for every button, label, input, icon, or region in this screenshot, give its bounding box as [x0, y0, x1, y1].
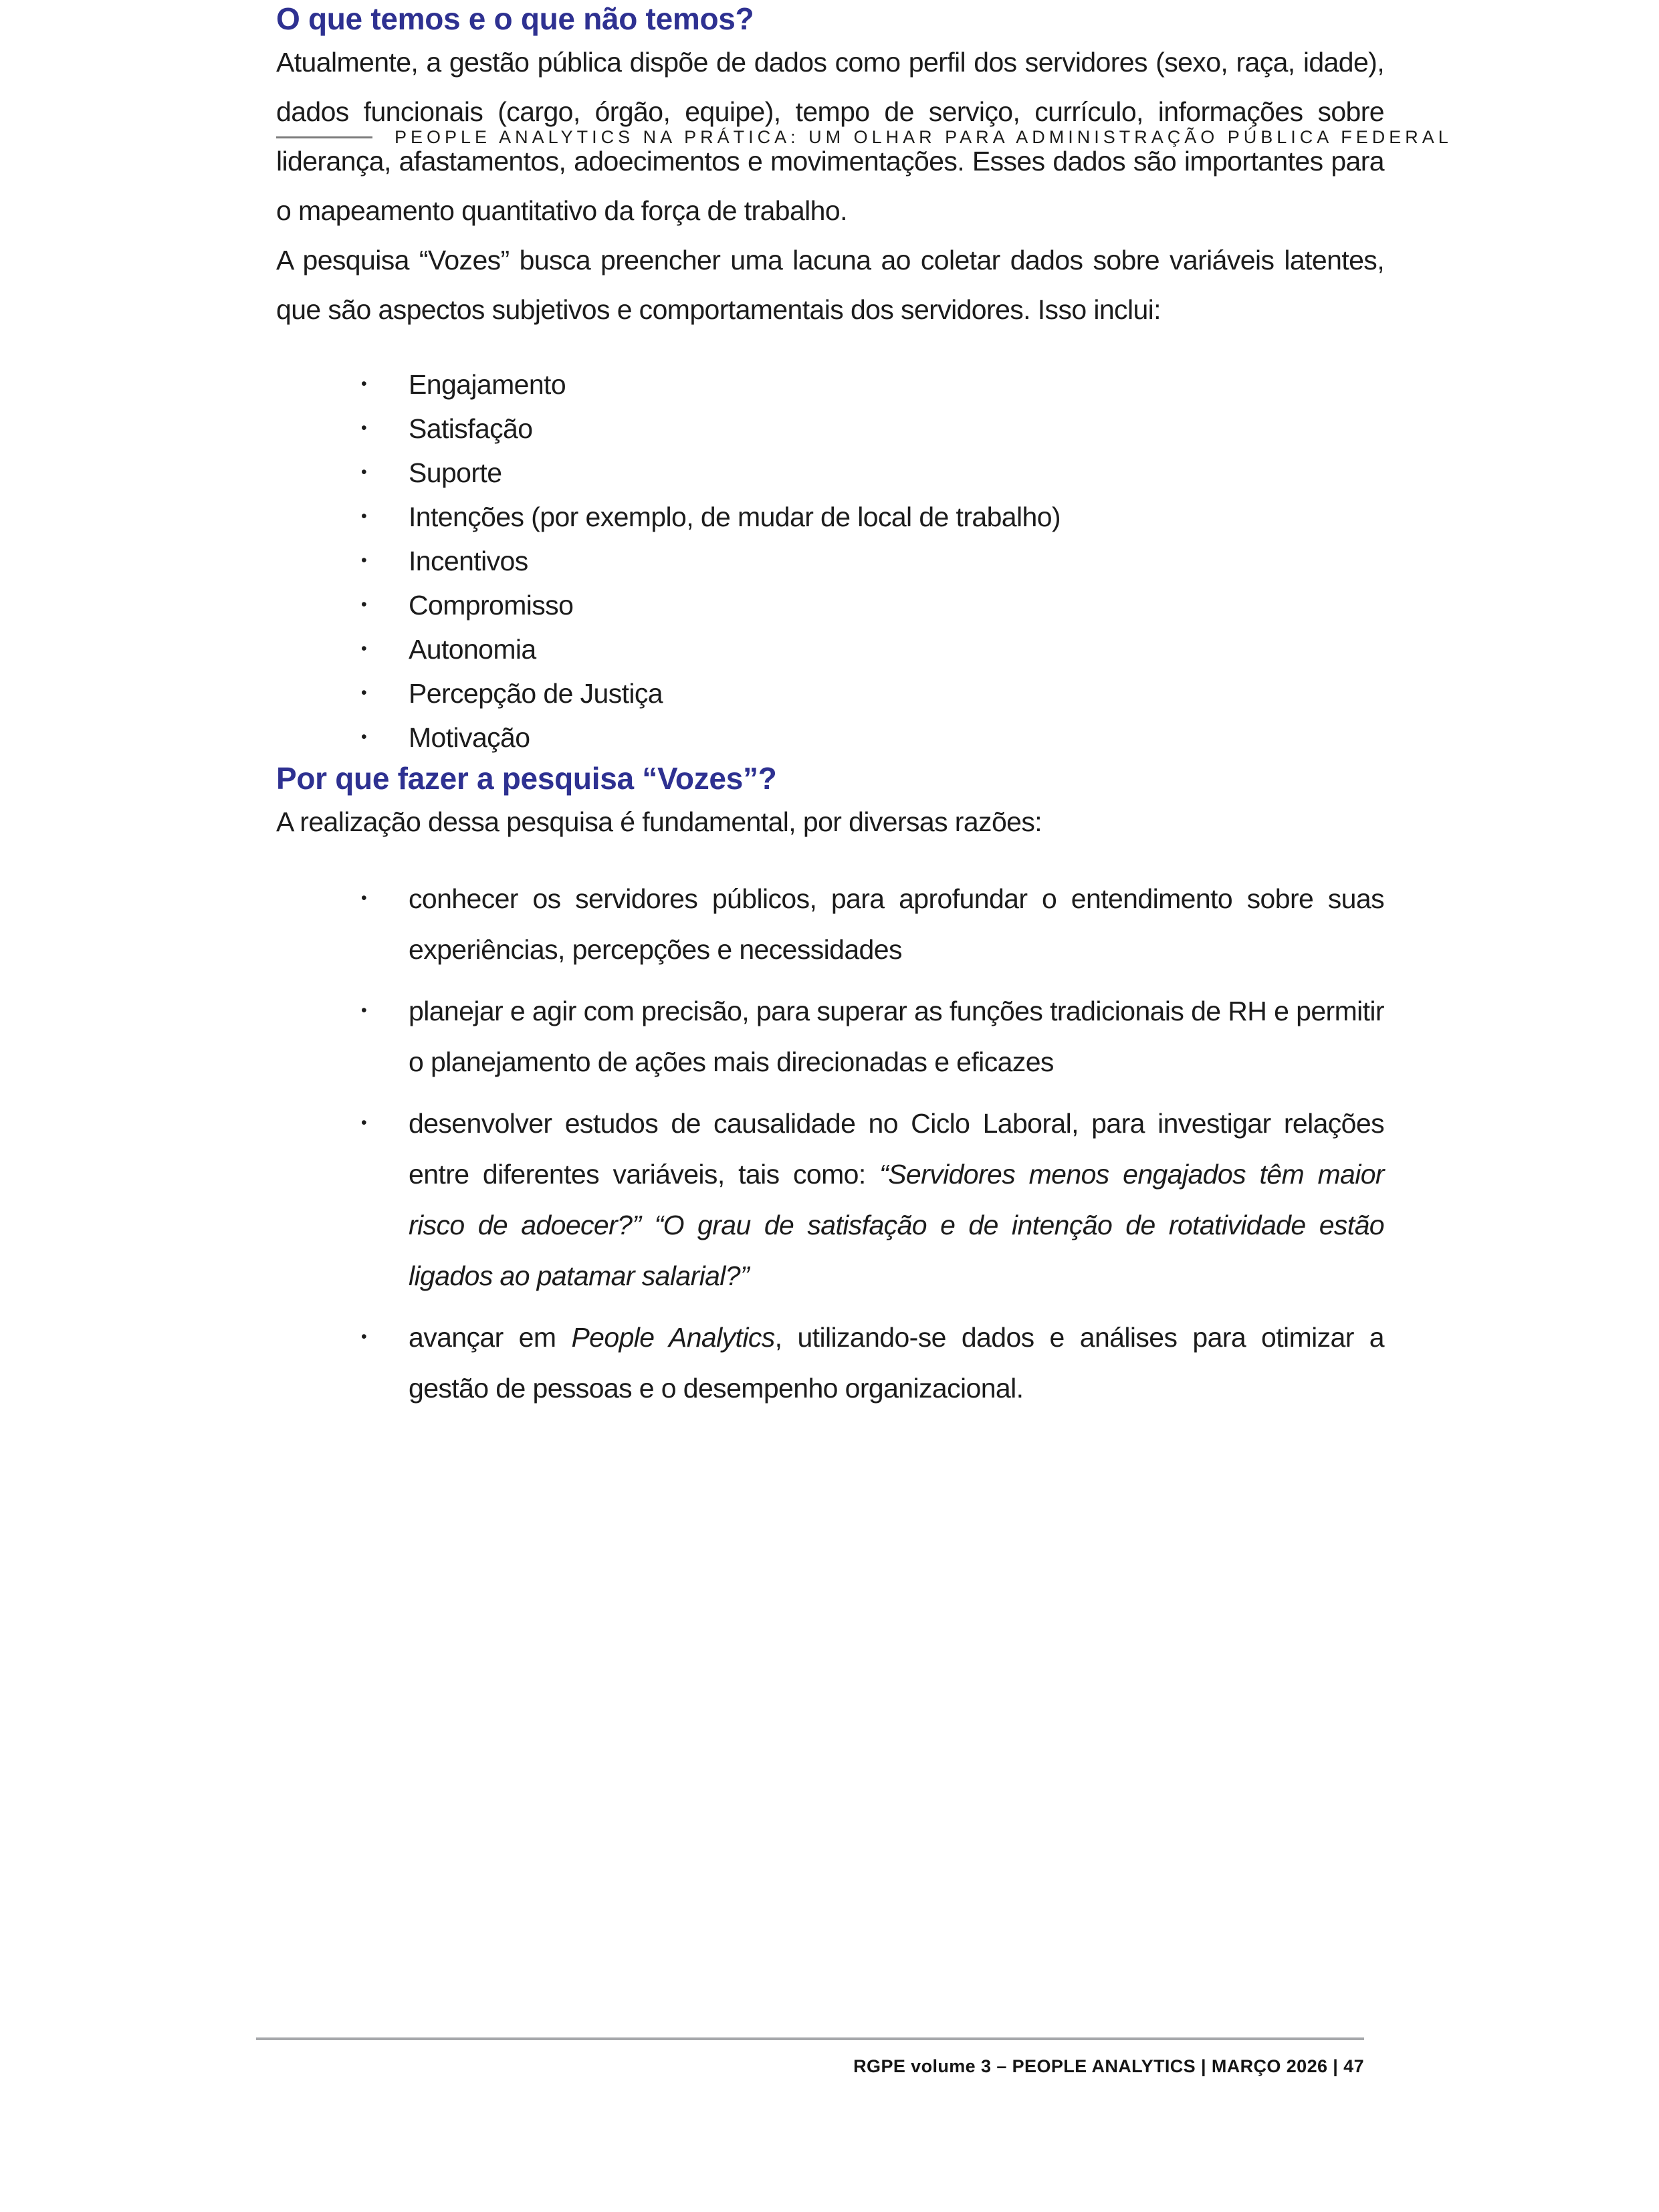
list-item: • Satisfação — [409, 407, 1384, 451]
footer-page-info: RGPE volume 3 – PEOPLE ANALYTICS | MARÇO 2026 | 47 — [853, 2056, 1364, 2076]
list-item — [409, 1312, 1384, 1414]
paragraph-reasons-intro: A realização dessa pesquisa é fundamental, por diversas razões: — [276, 806, 1042, 837]
list-item: • Suporte — [409, 451, 1384, 495]
italic-text-segment: People Analytics — [571, 1322, 775, 1353]
text-segment: desenvolver estudos de causalidade no Ciclo Laboral, para investigar relações entre diferentes variáveis, tais como: — [409, 1108, 1384, 1190]
main-content — [276, 0, 1384, 1414]
list-item: • Engajamento — [409, 362, 1384, 407]
reasons-list — [276, 873, 1384, 1414]
text-segment: avançar em — [409, 1322, 572, 1353]
list-item: • Compromisso — [409, 583, 1384, 627]
list-item — [409, 986, 1384, 1087]
text-segment: planejar e agir com precisão, para superar as funções tradicionais de RH e permitir o planejamento de ações mais direcionadas e eficazes — [409, 996, 1384, 1077]
footer-rule-line — [256, 2037, 1364, 2040]
section-heading-why-vozes: Por que fazer a pesquisa “Vozes”? — [276, 761, 777, 796]
list-item: • Incentivos — [409, 539, 1384, 583]
paragraph-vozes-gap: A pesquisa “Vozes” busca preencher uma lacuna ao coletar dados sobre variáveis latentes, que são aspectos subjetivos e comportamentais dos servidores. Isso inclui: — [276, 245, 1384, 325]
list-item — [409, 1098, 1384, 1301]
list-item: • Autonomia — [409, 627, 1384, 671]
running-header-title: PEOPLE ANALYTICS NA PRÁTICA: UM OLHAR PARA ADMINISTRAÇÃO PÚBLICA FEDERAL — [395, 127, 1452, 147]
list-item — [409, 873, 1384, 975]
list-item: • Intenções (por exemplo, de mudar de local de trabalho) — [409, 495, 1384, 539]
section-heading-what-we-have: O que temos e o que não temos? — [276, 1, 754, 36]
latent-variables-list — [276, 362, 1384, 760]
text-segment: conhecer os servidores públicos, para aprofundar o entendimento sobre suas experiências, percepções e necessidades — [409, 883, 1384, 965]
text-segment: , utilizando-se dados e análises para otimizar a gestão de pessoas e o desempenho organizacional. — [409, 1322, 1384, 1404]
paragraph-current-data: Atualmente, a gestão pública dispõe de dados como perfil dos servidores (sexo, raça, idade), dados funcionais (cargo, órgão, equipe), tempo de serviço, currículo, informações sobre liderança, afastamentos, adoecimentos e movimentações. Esses dados são importantes para o mapeamento quantitativo da força de trabalho. — [276, 47, 1384, 226]
list-item: • Percepção de Justiça — [409, 671, 1384, 715]
italic-text-segment: “Servidores menos engajados têm maior risco de adoecer?” “O grau de satisfação e de intenção de rotatividade estão ligados ao patamar salarial?” — [409, 1159, 1384, 1291]
list-item: • Motivação — [409, 715, 1384, 760]
